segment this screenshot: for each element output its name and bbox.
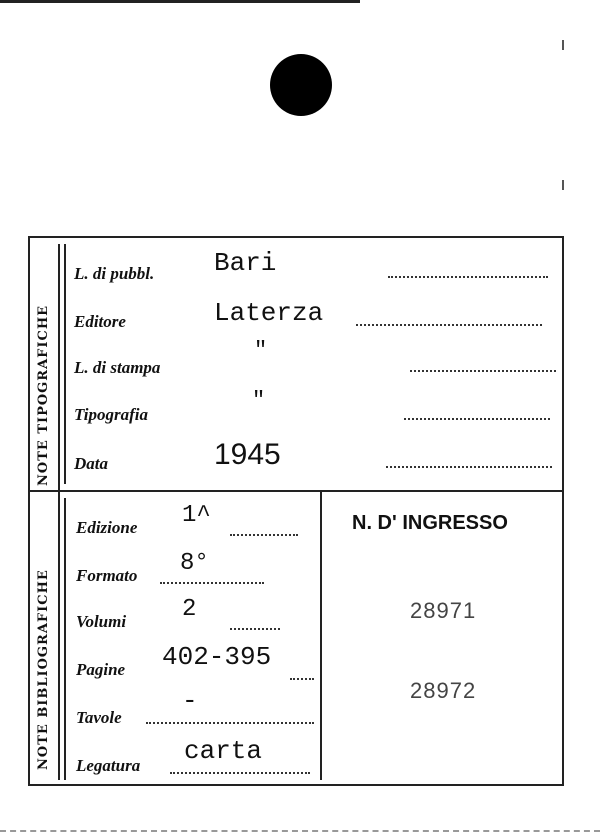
label-legatura: Legatura [76,756,141,775]
dotted-line [388,276,548,278]
dotted-line [146,722,314,724]
punch-hole [270,54,332,116]
dotted-line [230,628,280,630]
dotted-line [170,772,310,774]
dotted-line [404,418,550,420]
value-legatura: carta [184,736,263,766]
edge-mark [562,180,564,190]
dotted-line [290,678,314,680]
note-bibliografiche-title: NOTE BIBLIOGRAFICHE [36,569,51,770]
dotted-line [410,370,556,372]
label-data: Data [74,454,108,473]
left-inner-rule [64,244,66,484]
label-editore: Editore [74,312,126,331]
value-luogo-stampa: " [254,338,268,363]
section-divider [28,490,564,492]
value-pagine: 402-395 [162,642,272,672]
value-tavole: - [182,686,198,716]
label-pagine: Pagine [76,660,126,679]
ingresso-number-2: 28972 [410,678,477,703]
label-tipografia: Tipografia [74,405,148,424]
dotted-line [386,466,552,468]
label-edizione: Edizione [76,518,138,537]
label-formato: Formato [76,566,138,585]
label-luogo-stampa: L. di stampa [74,358,161,377]
label-tavole: Tavole [76,708,122,727]
left-inner-rule [64,498,66,780]
dotted-line [230,534,298,536]
value-data: 1945 [214,438,281,471]
bottom-edge-mark [0,830,600,832]
value-volumi: 2 [182,596,197,623]
ingresso-divider [320,492,322,780]
value-formato: 8° [180,550,209,577]
top-edge-line [0,0,360,3]
ingresso-heading: N. D' INGRESSO [352,512,508,534]
value-luogo-pubblicazione: Bari [214,248,277,278]
dotted-line [356,324,542,326]
edge-mark [562,40,564,50]
value-edizione: 1^ [182,502,211,529]
label-volumi: Volumi [76,612,127,631]
label-luogo-pubblicazione: L. di pubbl. [74,264,155,283]
note-tipografiche-title: NOTE TIPOGRAFICHE [36,304,51,486]
value-tipografia: " [252,388,266,413]
ingresso-number-1: 28971 [410,598,477,623]
dotted-line [160,582,264,584]
left-column-rule [58,244,60,780]
value-editore: Laterza [214,298,324,328]
